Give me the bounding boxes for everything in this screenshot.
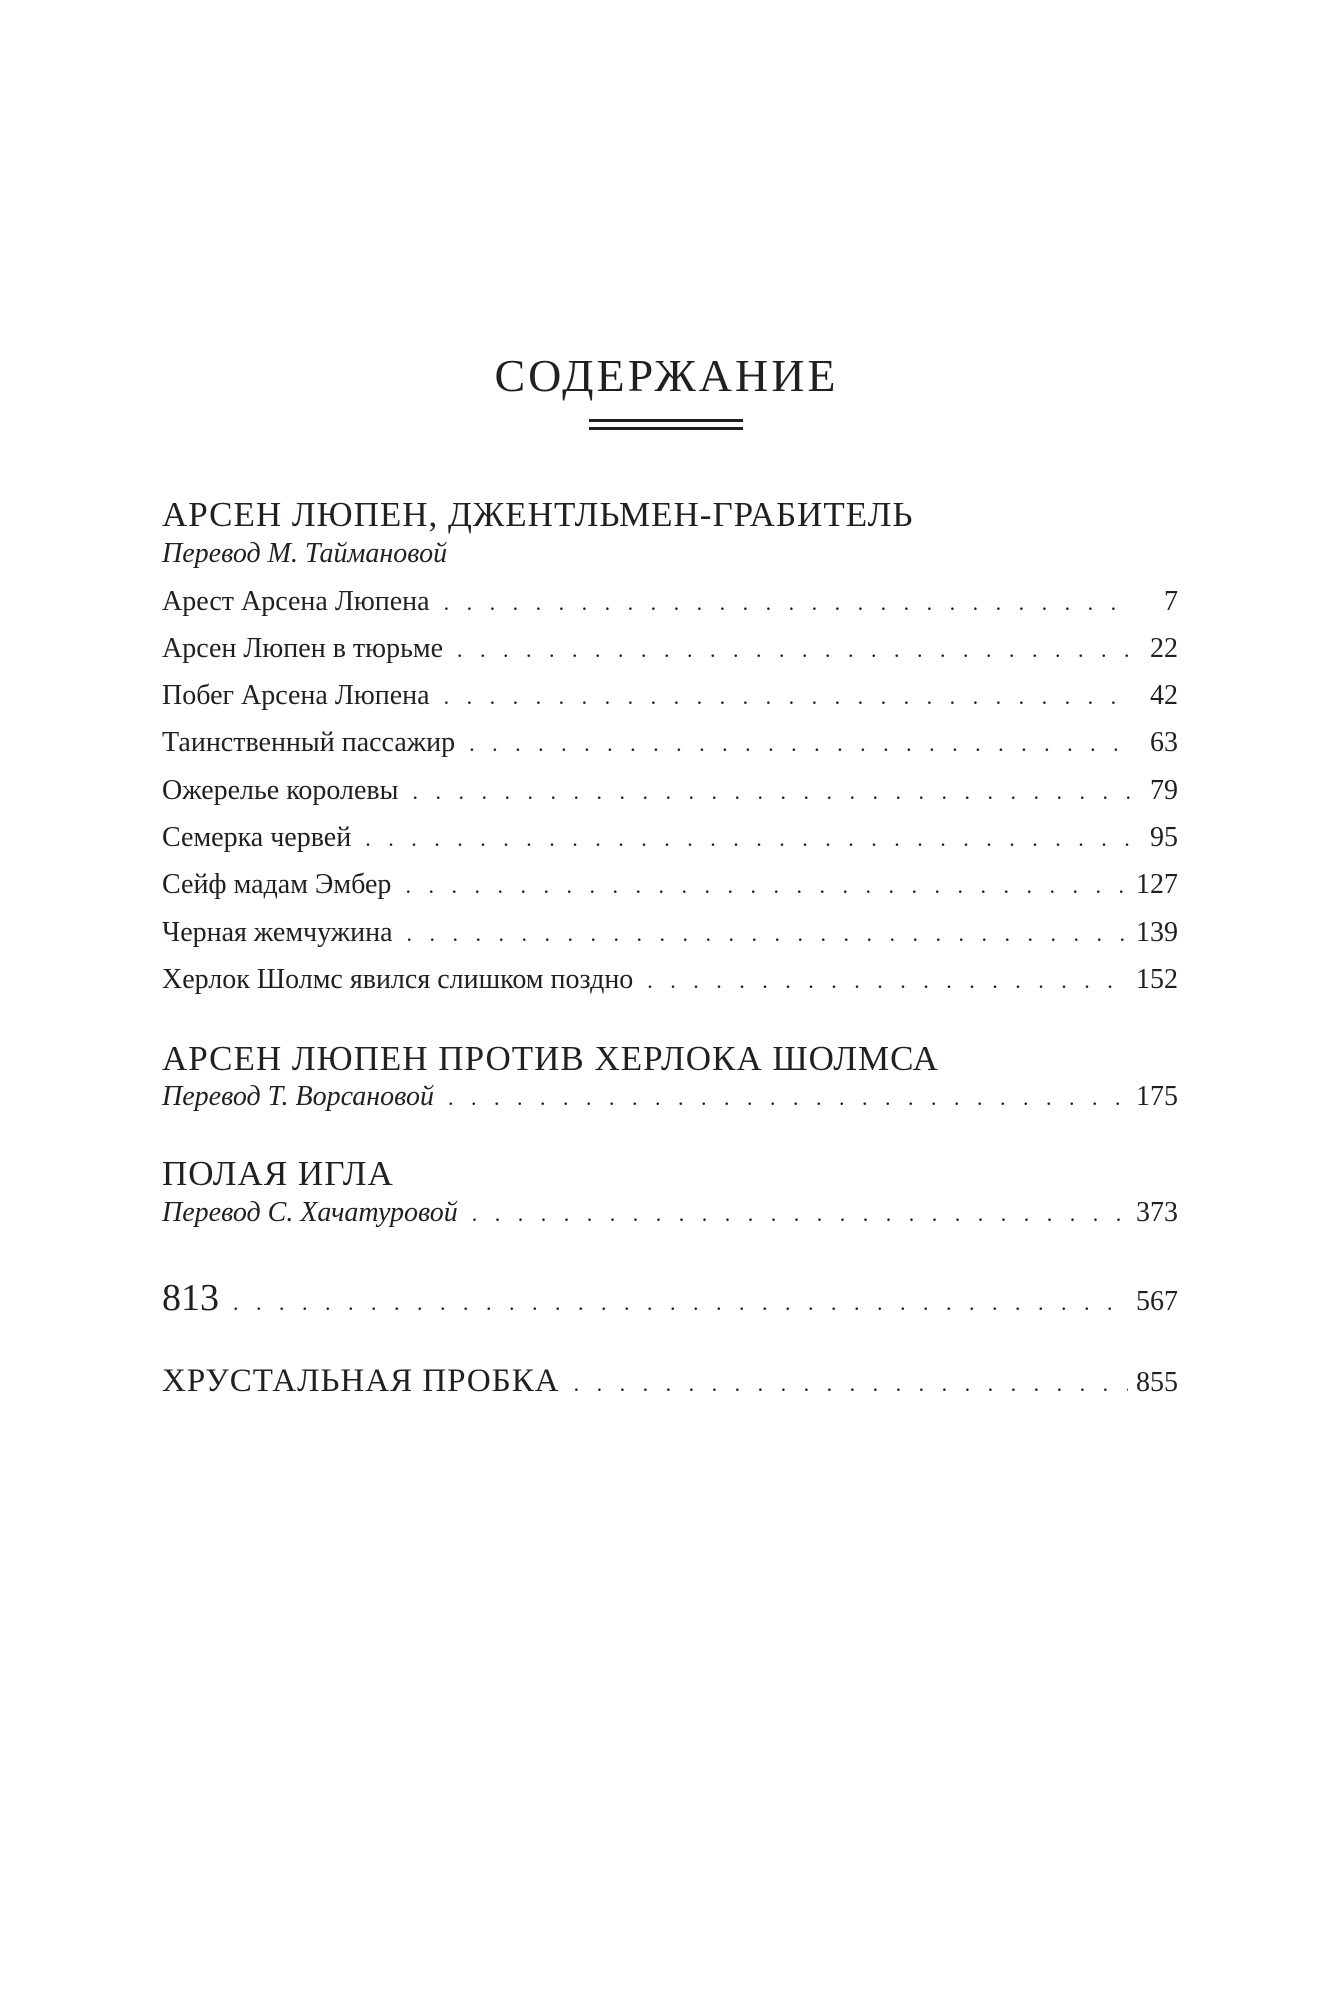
toc-entry-label: Побег Арсена Люпена xyxy=(162,680,430,711)
section-title: ХРУСТАЛЬНАЯ ПРОБКА xyxy=(162,1363,560,1399)
toc-entry-label: Семерка червей xyxy=(162,822,352,853)
toc-entry-label: Арест Арсена Люпена xyxy=(162,586,430,617)
toc-entry-label: Сейф мадам Эмбер xyxy=(162,869,392,900)
dot-leader xyxy=(574,1364,1128,1404)
section-title: АРСЕН ЛЮПЕН ПРОТИВ ХЕРЛОКА ШОЛМСА xyxy=(162,1039,939,1078)
section-translator: Перевод Т. Ворсановой xyxy=(162,1081,434,1112)
dot-leader xyxy=(407,914,1129,954)
toc-entry-page: 22 xyxy=(1150,633,1178,664)
section-title: АРСЕН ЛЮПЕН, ДЖЕНТЛЬМЕН-ГРАБИТЕЛЬ xyxy=(162,495,914,534)
toc-entry[interactable] xyxy=(162,723,1178,763)
dot-leader xyxy=(444,677,1130,717)
toc-entry-page: 79 xyxy=(1150,775,1178,806)
dot-leader xyxy=(647,961,1128,1001)
section-title: ПОЛАЯ ИГЛА xyxy=(162,1154,394,1193)
section-translator: Перевод М. Таймановой xyxy=(162,538,448,569)
toc-entry[interactable] xyxy=(162,771,1178,811)
toc-entry[interactable] xyxy=(162,582,1178,622)
toc-entry-page: 152 xyxy=(1136,964,1178,995)
toc-entry-page: 567 xyxy=(1136,1286,1178,1317)
toc-entry[interactable] xyxy=(162,960,1178,1000)
toc-entry-page: 63 xyxy=(1150,727,1178,758)
toc-entry-page: 127 xyxy=(1136,869,1178,900)
page-title: СОДЕРЖАНИЕ xyxy=(494,350,839,401)
dot-leader xyxy=(233,1283,1128,1323)
toc-entry[interactable] xyxy=(162,1077,1178,1117)
dot-leader xyxy=(457,630,1130,670)
toc-entry[interactable] xyxy=(162,865,1178,905)
dot-leader xyxy=(444,583,1130,623)
toc-entry[interactable] xyxy=(162,1193,1178,1233)
dot-leader xyxy=(365,819,1130,859)
table-of-contents xyxy=(162,0,1178,2000)
toc-entry-page: 95 xyxy=(1150,822,1178,853)
toc-entry-label: Арсен Люпен в тюрьме xyxy=(162,633,443,664)
toc-entry-page: 42 xyxy=(1150,680,1178,711)
dot-leader xyxy=(448,1078,1128,1118)
toc-entry-page: 7 xyxy=(1164,586,1178,617)
dot-leader xyxy=(472,1194,1128,1234)
toc-entry[interactable] xyxy=(162,1278,1178,1318)
toc-entry-label: Херлок Шолмс явился слишком поздно xyxy=(162,964,634,995)
toc-entry-page: 175 xyxy=(1136,1081,1178,1112)
toc-entry-page: 855 xyxy=(1136,1367,1178,1398)
toc-entry-label: Черная жемчужина xyxy=(162,917,393,948)
toc-entry-label: Ожерелье королевы xyxy=(162,775,399,806)
section-title: 813 xyxy=(162,1277,219,1319)
dot-leader xyxy=(469,724,1130,764)
toc-entry-page: 139 xyxy=(1136,917,1178,948)
toc-entry[interactable] xyxy=(162,818,1178,858)
toc-entry[interactable] xyxy=(162,676,1178,716)
toc-entry-label: Таинственный пассажир xyxy=(162,727,456,758)
dot-leader xyxy=(405,866,1128,906)
toc-entry[interactable] xyxy=(162,913,1178,953)
dot-leader xyxy=(412,772,1130,812)
toc-entry[interactable] xyxy=(162,1361,1178,1401)
section-translator: Перевод С. Хачатуровой xyxy=(162,1197,458,1228)
toc-entry[interactable] xyxy=(162,629,1178,669)
toc-entry-page: 373 xyxy=(1136,1197,1178,1228)
